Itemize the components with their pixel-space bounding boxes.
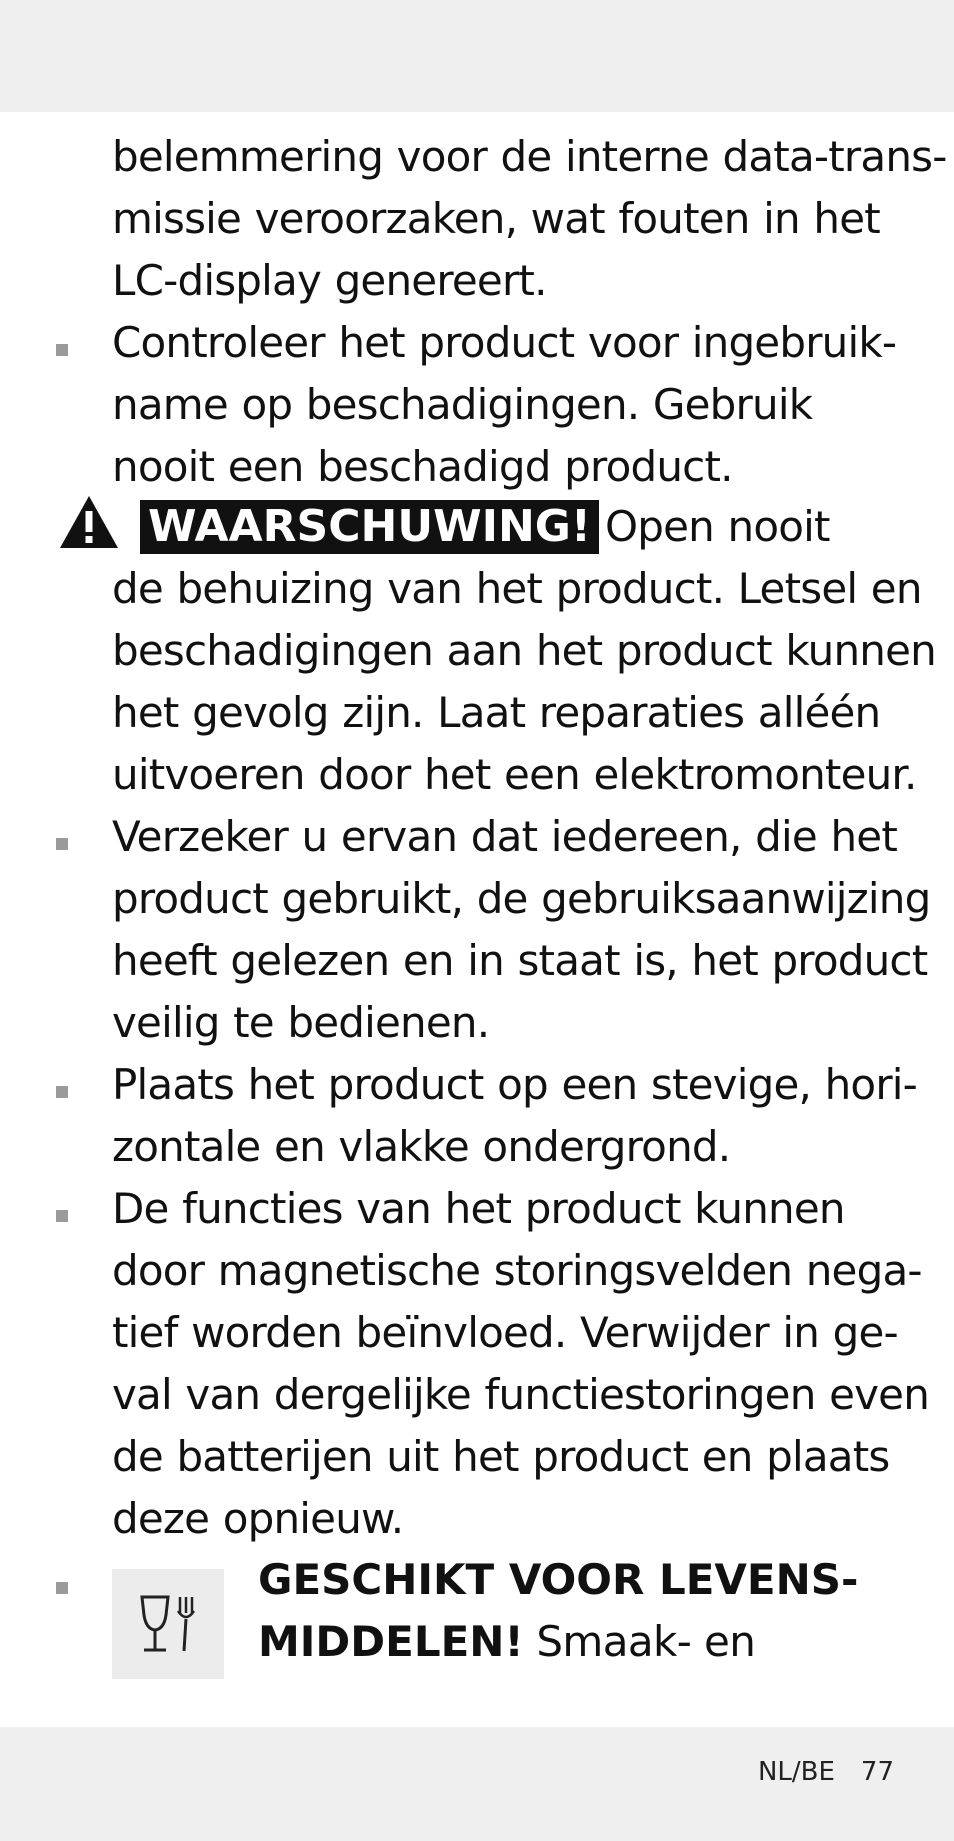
food-safe-line xyxy=(258,1611,755,1673)
text-line: LC-display genereert. xyxy=(112,256,547,305)
food-safe-text: Smaak- en xyxy=(536,1617,756,1666)
text-line: name op beschadigingen. Gebruik xyxy=(112,380,813,429)
warning-first-line-text: Open nooit xyxy=(605,502,830,551)
text-line: beschadigingen aan het product kunnen xyxy=(112,626,936,675)
warning-first-line xyxy=(140,496,830,558)
text-line: Controleer het product voor ingebruik- xyxy=(112,318,897,367)
text-line: door magnetische storingsvelden nega- xyxy=(112,1246,922,1295)
text-line: nooit een beschadigd product. xyxy=(112,442,733,491)
page-footer xyxy=(758,1757,894,1787)
language-code: NL/BE xyxy=(757,1757,835,1787)
bullet-marker xyxy=(56,1086,68,1098)
text-line: missie veroorzaken, wat fouten in het xyxy=(112,194,880,243)
warning-label: WAARSCHUWING! xyxy=(140,500,599,554)
text-line: tief worden beïnvloed. Verwijder in ge- xyxy=(112,1308,898,1357)
text-line: de batterijen uit het product en plaats xyxy=(112,1432,890,1481)
text-line: veilig te bedienen. xyxy=(112,998,490,1047)
text-line: het gevolg zijn. Laat reparaties alléén xyxy=(112,688,881,737)
text-line: Verzeker u ervan dat iedereen, die het xyxy=(112,812,898,861)
page-number: 77 xyxy=(860,1757,894,1787)
food-safe-title-end: MIDDELEN! xyxy=(258,1617,524,1666)
food-safe-badge xyxy=(112,1569,224,1679)
text-line: val van dergelijke functiestoringen even xyxy=(112,1370,930,1419)
text-line: belemmering voor de interne data-trans- xyxy=(112,132,947,181)
warning-triangle-icon xyxy=(58,494,120,550)
bullet-marker xyxy=(56,1582,68,1594)
text-line: deze opnieuw. xyxy=(112,1494,404,1543)
bullet-marker xyxy=(56,838,68,850)
text-line: uitvoeren door het een elektromonteur. xyxy=(112,750,917,799)
text-line: heeft gelezen en in staat is, het product xyxy=(112,936,928,985)
text-line: de behuizing van het product. Letsel en xyxy=(112,564,922,613)
food-safe-title: GESCHIKT VOOR LEVENS- xyxy=(258,1555,859,1604)
text-line: Plaats het product op een stevige, hori- xyxy=(112,1060,918,1109)
text-line: zontale en vlakke ondergrond. xyxy=(112,1122,731,1171)
header-band xyxy=(0,0,954,112)
text-line: De functies van het product kunnen xyxy=(112,1184,845,1233)
food-safe-icon xyxy=(138,1593,198,1655)
text-line: product gebruikt, de gebruiksaanwijzing xyxy=(112,874,931,923)
bullet-marker xyxy=(56,344,68,356)
bullet-marker xyxy=(56,1210,68,1222)
